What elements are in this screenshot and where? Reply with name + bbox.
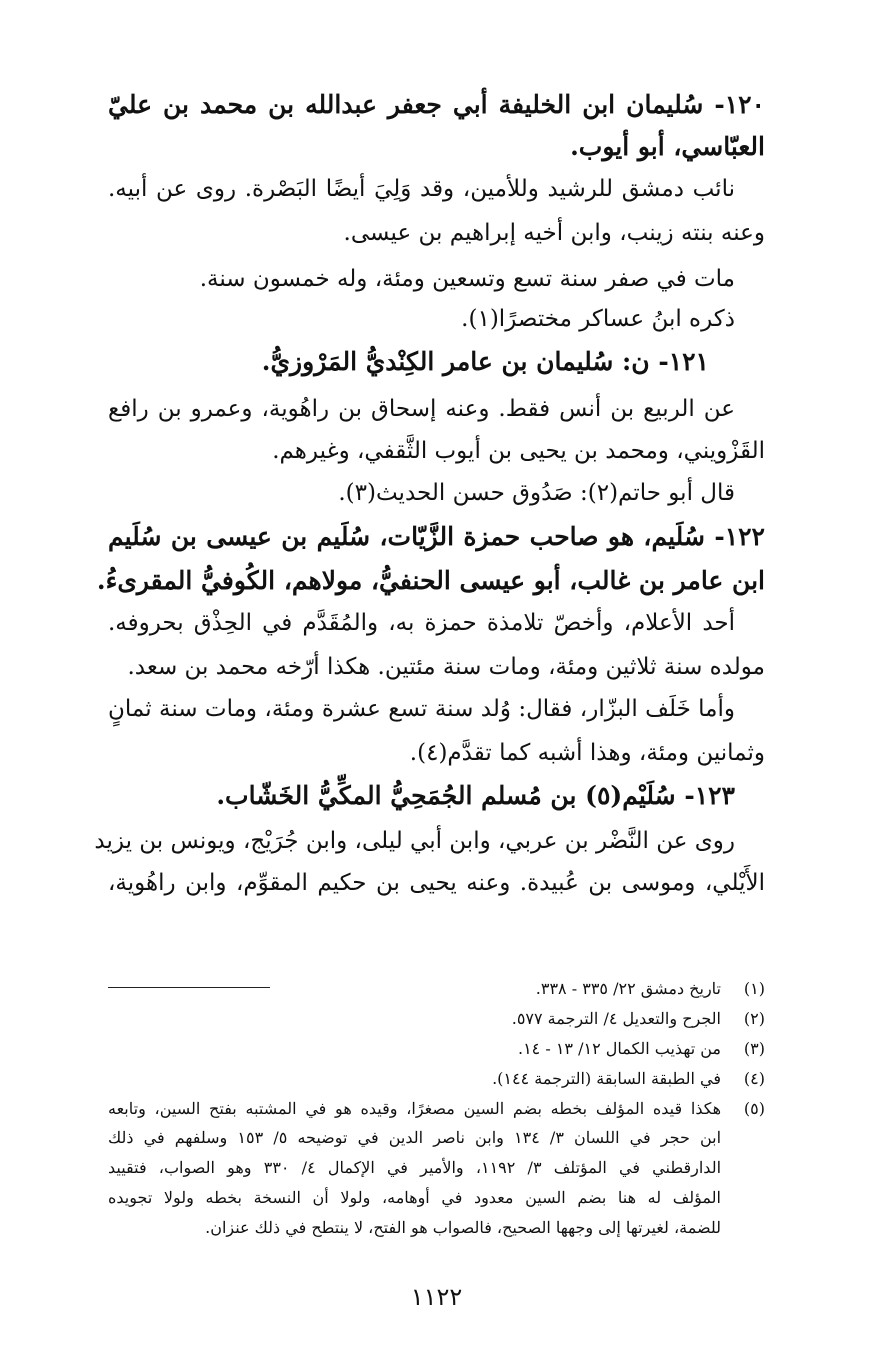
footnote-text: في الطبقة السابقة (الترجمة ١٤٤).: [492, 1069, 721, 1088]
entry-text: القَزْويني، ومحمد بن يحيى بن أيوب الثَّقفي، وغيرهم.: [272, 438, 765, 464]
footnote-text: تاريخ دمشق ٢٢/ ٣٣٥ - ٣٣٨.: [535, 979, 721, 998]
footnote-text: ابن حجر في اللسان ٣/ ١٣٤ وابن ناصر الدين في توضيحه ٥/ ١٥٣ وسلفهم في ذلك: [108, 1128, 722, 1147]
footnote-text: للضمة، لغيرتها إلى وجهها الصحيح، فالصواب هو الفتح، لا ينتطح في ذلك عنزان.: [205, 1218, 721, 1237]
footnote-number: (٥): [743, 1099, 765, 1118]
footnote-number: (١): [743, 979, 765, 998]
entry-text: وعنه بنته زينب، وابن أخيه إبراهيم بن عيسى.: [343, 220, 765, 246]
entry-text: قال أبو حاتم(٢): صَدُوق حسن الحديث(٣).: [338, 480, 735, 506]
entry-text: وثمانين ومئة، وهذا أشبه كما تقدَّم(٤).: [409, 740, 765, 766]
entry-text: أحد الأعلام، وأخصّ تلامذة حمزة به، والمُقَدَّم في الحِذْق بحروفه.: [108, 610, 735, 636]
entry-heading: ١٢٠- سُليمان ابن الخليفة أبي جعفر عبدالله بن محمد بن عليّ: [108, 90, 765, 119]
entry-heading: العبّاسي، أبو أيوب.: [570, 132, 765, 161]
entry-text: وأما خَلَف البزّار، فقال: وُلد سنة تسع عشرة ومئة، ومات سنة ثمانٍ: [108, 696, 735, 722]
entry-text: عن الربيع بن أنس فقط. وعنه إسحاق بن راهُوية، وعمرو بن رافع: [108, 396, 735, 422]
entry-text: مولده سنة ثلاثين ومئة، ومات سنة مئتين. هكذا أرّخه محمد بن سعد.: [127, 654, 765, 680]
entry-heading: ١٢١- ن: سُليمان بن عامر الكِنْديُّ المَرْوزيُّ.: [261, 347, 709, 376]
footnote-text: هكذا قيده المؤلف بخطه بضم السين مصغرًا، وقيده هو في المشتبه بفتح السين، وتابعه: [108, 1099, 721, 1118]
page-number: ١١٢٢: [410, 1283, 463, 1311]
footnote-separator: [108, 987, 270, 988]
footnote-text: الدارقطني في المؤتلف ٣/ ١١٩٢، والأمير في الإكمال ٤/ ٣٣٠ وهو الصواب، فتقييد: [108, 1158, 722, 1177]
entry-text: الأَيْلي، وموسى بن عُبيدة. وعنه يحيى بن حكيم المقوِّم، وابن راهُوية،: [108, 870, 765, 896]
footnote-text: المؤلف له هنا بضم السين معدود في أوهامه، ولولا أن النسخة بخطه ولولا تجويده: [108, 1188, 721, 1207]
footnote-number: (٢): [743, 1009, 765, 1028]
footnote-text: الجرح والتعديل ٤/ الترجمة ٥٧٧.: [511, 1009, 721, 1028]
entry-text: نائب دمشق للرشيد وللأمين، وقد وَلِيَ أيضًا البَصْرة. روى عن أبيه.: [108, 176, 735, 202]
entry-text: ذكره ابنُ عساكر مختصرًا(١).: [461, 306, 735, 332]
entry-text: مات في صفر سنة تسع وتسعين ومئة، وله خمسون سنة.: [199, 266, 735, 292]
footnote-number: (٤): [743, 1069, 765, 1088]
footnote-number: (٣): [743, 1039, 765, 1058]
footnote-text: من تهذيب الكمال ١٢/ ١٣ - ١٤.: [517, 1039, 721, 1058]
entry-heading: ابن عامر بن غالب، أبو عيسى الحنفيُّ، مولاهم، الكُوفيُّ المقرىءُ.: [96, 566, 765, 595]
entry-heading: ١٢٣- سُلَيْم(٥) بن مُسلم الجُمَحِيُّ المكِّيُّ الخَشّاب.: [216, 781, 735, 810]
entry-heading: ١٢٢- سُلَيم، هو صاحب حمزة الزَّيّات، سُلَيم بن عيسى بن سُلَيم: [108, 522, 765, 551]
entry-text: روى عن النَّضْر بن عربي، وابن أبي ليلى، وابن جُرَيْج، ويونس بن يزيد: [94, 828, 735, 854]
